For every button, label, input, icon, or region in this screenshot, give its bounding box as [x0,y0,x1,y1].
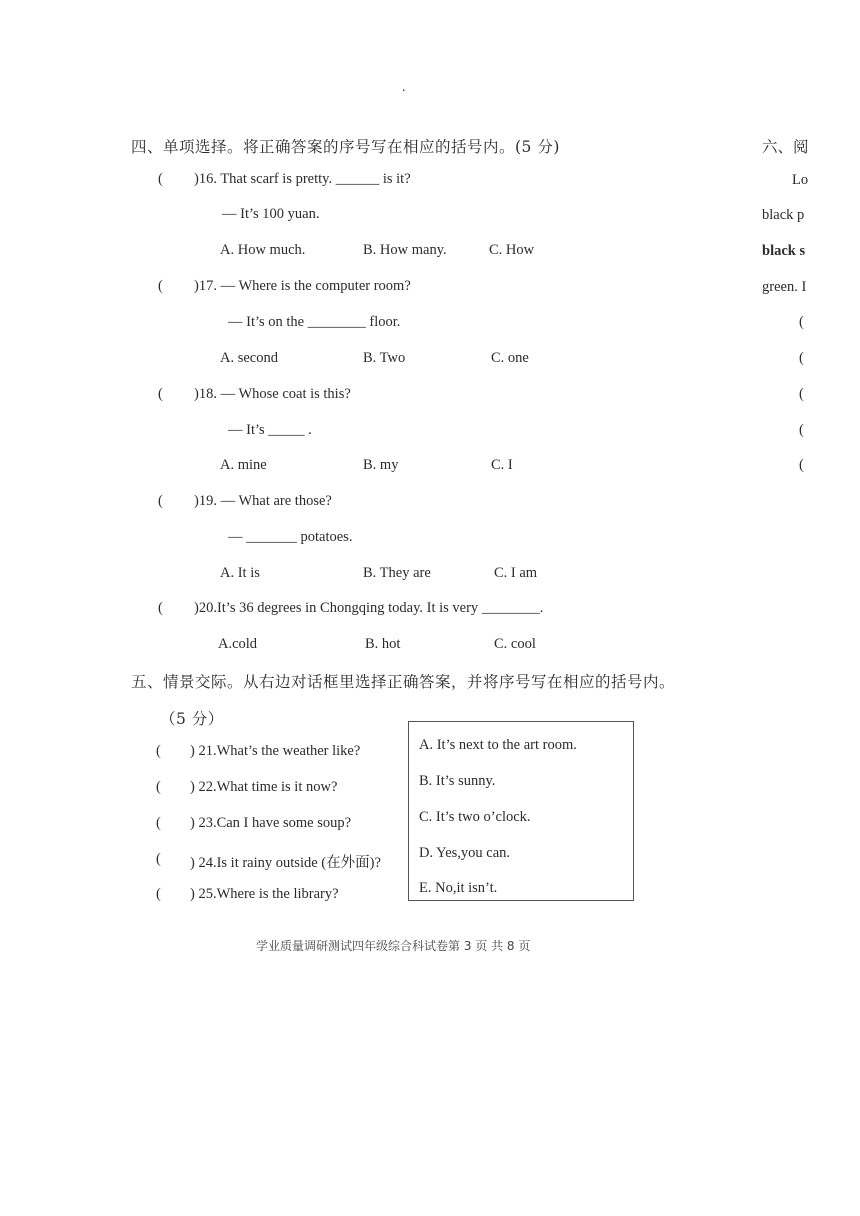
q17-paren: ( [158,278,163,294]
q17-option-c: C. one [491,350,529,366]
answer-b: B. It’s sunny. [419,773,496,789]
q18-paren: ( [158,386,163,402]
q19-paren: ( [158,493,163,509]
q19-option-c: C. I am [494,565,538,581]
section6-paren-4: ( [799,422,804,438]
answer-d: D. Yes,you can. [419,845,511,861]
q16-stem: )16. That scarf is pretty. ______ is it? [194,171,411,187]
q25-paren: ( [156,886,161,902]
q18-option-b: B. my [363,457,399,473]
q17-stem: )17. — Where is the computer room? [194,278,411,294]
q18-reply: — It’s _____ . [228,422,312,438]
q23-paren: ( [156,815,161,831]
q19-option-b: B. They are [363,565,431,581]
section6-line-2: black p [762,207,805,223]
q21-text: ) 21.What’s the weather like? [190,743,361,759]
q24-paren: ( [156,851,161,867]
section6-paren-3: ( [799,386,804,402]
section4-heading: 四、单项选择。将正确答案的序号写在相应的括号内。(5 分) [131,138,560,156]
section5-score: （5 分） [160,710,224,728]
section6-paren-2: ( [799,350,804,366]
section6-line-1: Lo [792,172,809,188]
q20-option-b: B. hot [365,636,401,652]
q20-paren: ( [158,600,163,616]
q16-reply: — It’s 100 yuan. [222,206,320,222]
q16-option-b: B. How many. [363,242,447,258]
q18-stem: )18. — Whose coat is this? [194,386,351,402]
answer-c: C. It’s two o’clock. [419,809,531,825]
answer-e: E. No,it isn’t. [419,880,498,896]
section6-paren-1: ( [799,314,804,330]
section6-paren-5: ( [799,457,804,473]
q17-option-b: B. Two [363,350,406,366]
q19-option-a: A. It is [220,565,260,581]
q22-paren: ( [156,779,161,795]
q20-option-c: C. cool [494,636,536,652]
q24-text: ) 24.Is it rainy outside (在外面)? [190,855,381,871]
q17-reply: — It’s on the ________ floor. [228,314,401,330]
answer-a: A. It’s next to the art room. [419,737,577,753]
q20-stem: )20.It’s 36 degrees in Chongqing today. It is very ________. [194,600,544,616]
q23-text: ) 23.Can I have some soup? [190,815,352,831]
dialogue-answer-box [408,721,634,901]
page-footer: 学业质量调研测试四年级综合科试卷第 3 页 共 8 页 [256,939,531,953]
section6-line-4: green. I [762,279,807,295]
q22-text: ) 22.What time is it now? [190,779,338,795]
section6-line-3: black s [762,243,806,259]
q25-text: ) 25.Where is the library? [190,886,339,902]
q21-paren: ( [156,743,161,759]
q16-option-a: A. How much. [220,242,306,258]
top-dot: . [402,80,406,95]
q20-option-a: A.cold [218,636,258,652]
section6-heading-cut: 六、阅 [762,138,809,156]
q19-stem: )19. — What are those? [194,493,332,509]
q16-paren: ( [158,171,163,187]
q16-option-c: C. How [489,242,535,258]
section5-heading: 五、情景交际。从右边对话框里选择正确答案，并将序号写在相应的括号内。 [131,673,676,691]
q18-option-c: C. I [491,457,513,473]
q18-option-a: A. mine [220,457,267,473]
q19-reply: — _______ potatoes. [228,529,353,545]
q17-option-a: A. second [220,350,278,366]
